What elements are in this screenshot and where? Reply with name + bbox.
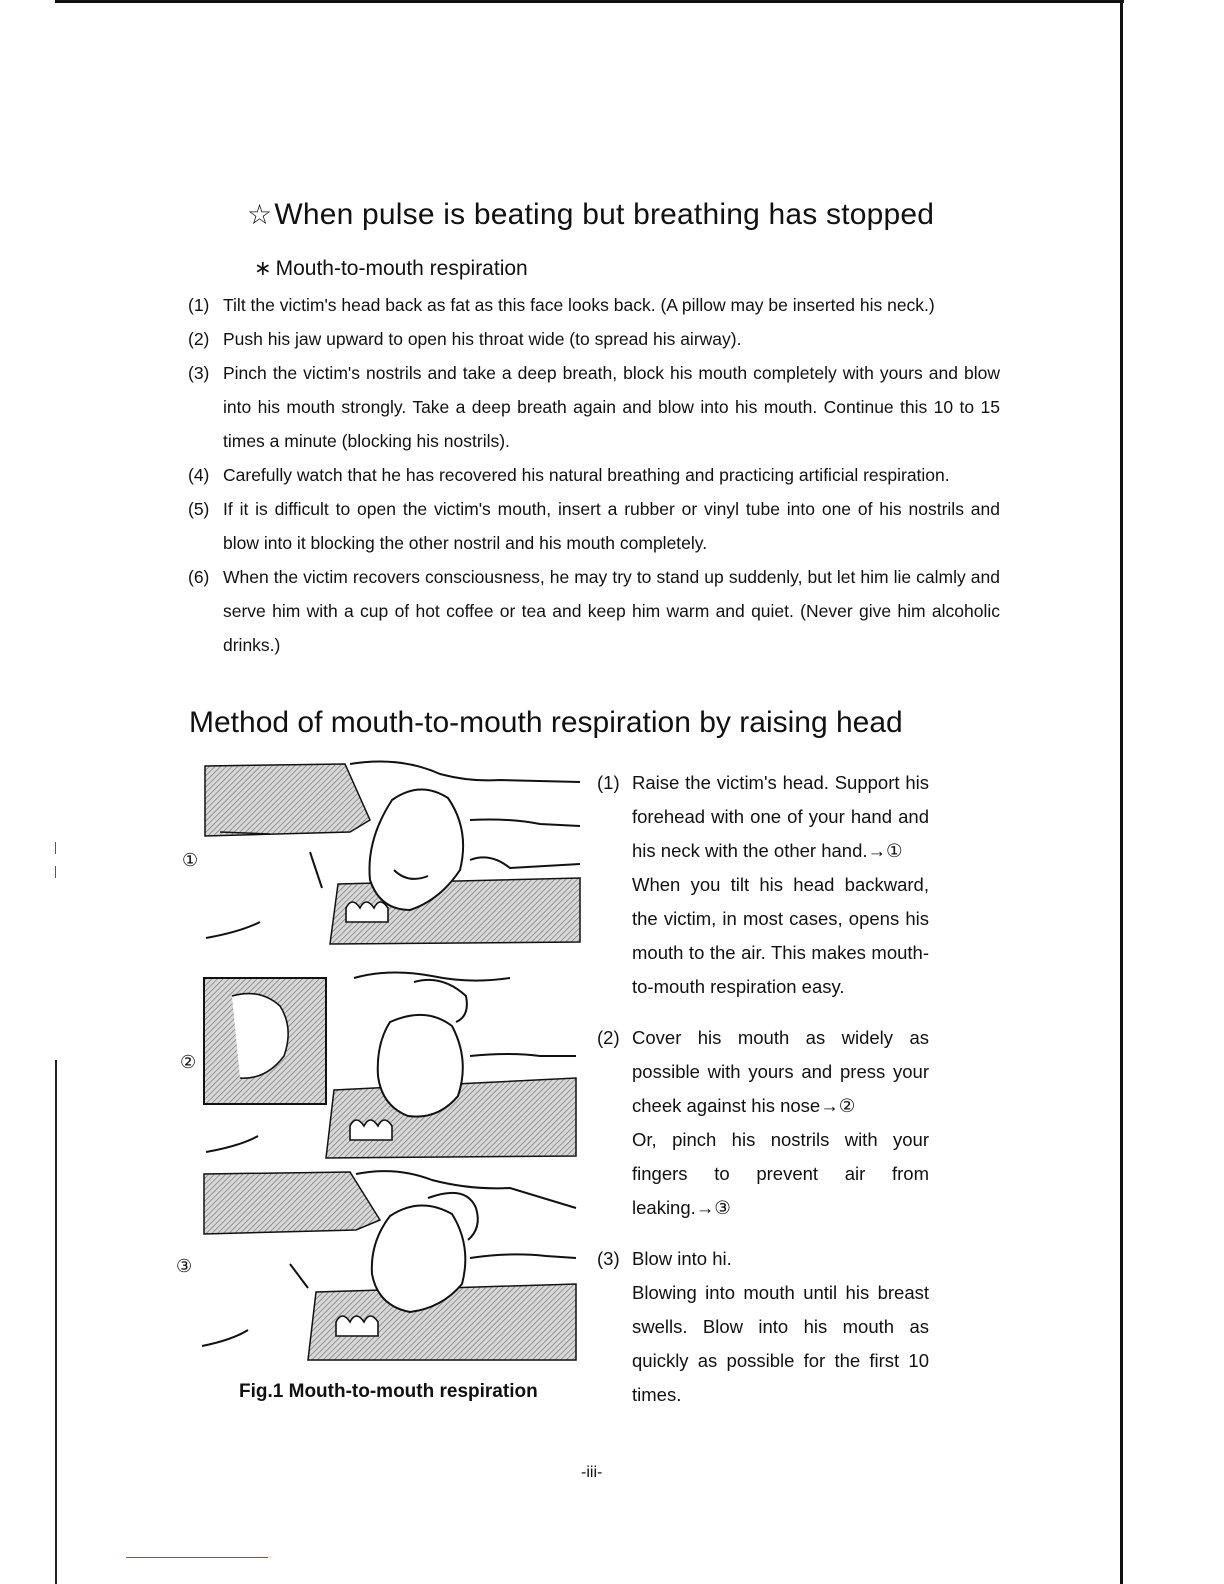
method-step-text: Blow into hi. bbox=[632, 1248, 732, 1269]
method-step-note: Or, pinch his nostrils with your fingers to prevent air from leaking.→③ bbox=[632, 1129, 929, 1218]
step-number: (5) bbox=[188, 499, 210, 519]
asterisk-icon: ∗ bbox=[254, 256, 272, 280]
step-text: When the victim recovers consciousness, he may try to stand up suddenly, but let him lie calmly and serve him with a cup of hot coffee or tea and keep him warm and quiet. (Never give him alcoholic drinks.) bbox=[223, 567, 1000, 655]
top-border-right bbox=[1058, 0, 1124, 3]
method-step-text: Raise the victim's head. Support his forehead with one of your hand and his neck with the other hand.→① bbox=[632, 772, 929, 861]
method-steps-list bbox=[597, 766, 929, 1429]
figure-label-3: ③ bbox=[176, 1256, 193, 1277]
method-step bbox=[597, 1242, 929, 1412]
method-step-note: Blowing into mouth until his breast swells. Blow into his mouth as quickly as possible for the first 10 times. bbox=[632, 1282, 929, 1405]
figure-label-1: ① bbox=[182, 850, 199, 871]
step-number: (6) bbox=[188, 567, 210, 587]
method-step bbox=[597, 1021, 929, 1225]
step-item bbox=[188, 288, 1000, 322]
figure-panel-1 bbox=[205, 762, 580, 944]
step-item bbox=[188, 356, 1000, 458]
method-step-text: Cover his mouth as widely as possible with yours and press your cheek against his nose→② bbox=[632, 1027, 929, 1116]
step-number: (2) bbox=[188, 329, 210, 349]
step-text: If it is difficult to open the victim's mouth, insert a rubber or vinyl tube into one of his nostrils and blow into it blocking the other nostril and his mouth completely. bbox=[223, 499, 1000, 553]
title-text: When pulse is beating but breathing has stopped bbox=[274, 198, 935, 231]
page-title bbox=[247, 198, 934, 232]
method-title: Method of mouth-to-mouth respiration by raising head bbox=[189, 706, 903, 739]
left-border bbox=[55, 1060, 57, 1584]
respiration-figure bbox=[170, 760, 590, 1370]
subtitle bbox=[254, 256, 528, 281]
page-number: -iii- bbox=[581, 1464, 603, 1481]
right-border bbox=[1120, 0, 1123, 1584]
step-text: Tilt the victim's head back as fat as this face looks back. (A pillow may be inserted his neck.) bbox=[223, 295, 935, 315]
method-step-note: When you tilt his head backward, the victim, in most cases, opens his mouth to the air. This makes mouth-to-mouth respiration easy. bbox=[632, 874, 929, 997]
subtitle-text: Mouth-to-mouth respiration bbox=[275, 257, 528, 280]
top-border bbox=[55, 0, 1119, 3]
method-step-number: (2) bbox=[597, 1027, 620, 1048]
margin-mark bbox=[55, 866, 56, 878]
step-number: (3) bbox=[188, 363, 210, 383]
step-text: Pinch the victim's nostrils and take a deep breath, block his mouth completely with yours and blow into his mouth strongly. Take a deep breath again and blow into his mouth. Continue this 10 to 15 times a minute (blocking his nostrils). bbox=[223, 363, 1000, 451]
star-icon: ☆ bbox=[247, 198, 273, 231]
step-item bbox=[188, 458, 1000, 492]
step-number: (4) bbox=[188, 465, 210, 485]
margin-mark bbox=[55, 842, 56, 854]
steps-list bbox=[188, 288, 1000, 662]
step-text: Push his jaw upward to open his throat wide (to spread his airway). bbox=[223, 329, 742, 349]
method-step-number: (1) bbox=[597, 772, 620, 793]
step-item bbox=[188, 492, 1000, 560]
method-step bbox=[597, 766, 929, 1004]
figure-panel-2 bbox=[204, 972, 576, 1158]
figure-panel-3 bbox=[202, 1171, 576, 1360]
bottom-rule bbox=[126, 1557, 268, 1558]
figure-label-2: ② bbox=[180, 1052, 197, 1073]
figure-caption: Fig.1 Mouth-to-mouth respiration bbox=[239, 1381, 538, 1402]
step-item bbox=[188, 560, 1000, 662]
step-item bbox=[188, 322, 1000, 356]
method-step-number: (3) bbox=[597, 1248, 620, 1269]
step-text: Carefully watch that he has recovered his natural breathing and practicing artificial respiration. bbox=[223, 465, 950, 485]
step-number: (1) bbox=[188, 295, 210, 315]
